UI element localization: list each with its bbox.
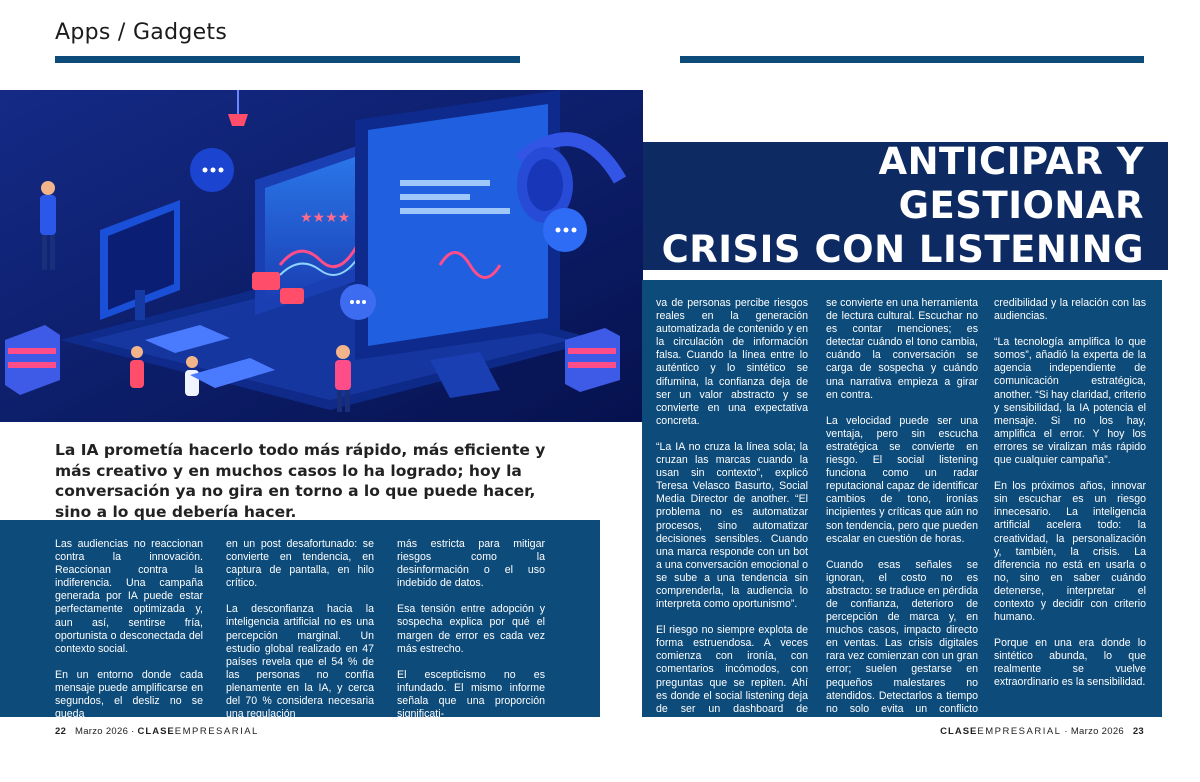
- paragraph: La desconfianza hacia la inteligencia artificial no es una percepción marginal. Un estudio global realizado en 47 países revela que el 54 % de las personas no confía plenamente en la IA, y cerca del 70 % considera necesaria una regulación: [226, 603, 374, 721]
- paragraph: se convierte en una herramienta de lectura cultural. Escuchar no es contar menciones; es detectar cuándo el tono cambia, cuándo la conversación se carga de sospecha y cuándo una narrativa empieza a girar en contra.: [826, 297, 978, 401]
- paragraph: más estricta para mitigar riesgos como la desinformación o el uso indebido de datos.: [397, 538, 545, 590]
- headline: [643, 140, 1144, 272]
- body-column-5: [826, 297, 978, 729]
- folio-right: [940, 726, 1144, 737]
- hero-illustration: [0, 90, 643, 422]
- paragraph: La velocidad puede ser una ventaja, pero sin escucha estratégica se convierte en riesgo. El social listening funciona como un radar reputacional capaz de identificar cambios de tono, ironías incipientes y críticas que aún no son tendencia, pero que pueden escalar en cuestión de horas.: [826, 414, 978, 545]
- folio-left: [55, 726, 259, 737]
- brand-bold: CLASE: [137, 726, 175, 737]
- section-label: Apps / Gadgets: [55, 20, 228, 45]
- paragraph: Porque en una era donde lo sintético abunda, lo que realmente se vuelve extraordinario es la sensibilidad.: [994, 637, 1146, 689]
- paragraph: En un entorno donde cada mensaje puede amplificarse en segundos, el desliz no se queda: [55, 668, 203, 721]
- brand-rest: EMPRESARIAL: [977, 726, 1062, 737]
- body-column-4: [656, 297, 808, 729]
- paragraph: va de personas percibe riesgos reales en la generación automatizada de contenido y en la circulación de información falsa. Cuando la línea entre lo auténtico y lo sintético se difumina, la confianza deja de ser un valor abstracto y se convierte en una expectativa concreta.: [656, 297, 808, 427]
- paragraph: credibilidad y la relación con las audiencias.: [994, 297, 1146, 323]
- header-rule-right: [680, 56, 1144, 63]
- body-column-2: [226, 538, 374, 721]
- paragraph: El escepticismo no es infundado. El mismo informe señala que una proporción significati-: [397, 668, 545, 721]
- paragraph: en un post desafortunado: se convierte en tendencia, en captura de pantalla, en hilo crítico.: [226, 538, 374, 590]
- body-column-3: [397, 538, 545, 721]
- svg-text:★★★★: ★★★★: [300, 210, 351, 226]
- headline-line1: ANTICIPAR Y GESTIONAR: [878, 140, 1144, 227]
- dek: La IA prometía hacerlo todo más rápido, más eficiente y más creativo y en muchos casos lo ha logrado; hoy la conversación ya no gira en torno a lo que puede hacer, sino a lo que debería hacer.: [55, 441, 546, 521]
- page-number-left: 22: [55, 726, 67, 737]
- paragraph: En los próximos años, innovar sin escuchar es un riesgo innecesario. La inteligencia artificial acelera todo: la creatividad, la personalización y, también, la crisis. La diferencia no está en usarla o no, sino en saber cuándo detenerse, interpretar el contexto y decidir con criterio humano.: [994, 480, 1146, 624]
- issue-date: Marzo 2026: [75, 726, 129, 737]
- issue-date: Marzo 2026: [1070, 726, 1124, 737]
- header-rule-left: [55, 56, 520, 63]
- brand-rest: EMPRESARIAL: [174, 726, 259, 737]
- page-number-right: 23: [1132, 726, 1144, 737]
- folio-separator: ·: [1064, 726, 1068, 737]
- headline-box: [643, 142, 1168, 270]
- paragraph: Las audiencias no reaccionan contra la innovación. Reaccionan contra la indiferencia. Una campaña generada por IA puede estar perfectamente optimizada y, aun así, sentirse fría, oportunista o desconectada del contexto social.: [55, 538, 203, 655]
- paragraph: Esa tensión entre adopción y sospecha explica por qué el margen de error es cada vez más estrecho.: [397, 603, 545, 655]
- paragraph: Cuando esas señales se ignoran, el costo no es abstracto: se traduce en pérdida de confianza, deterioro de percepción de marca y, en muchos casos, impacto directo en ventas. Las crisis digitales rara vez comienzan con un gran error; suelen gestarse en pequeños malestares no atendidos. Detectarlos a tiempo no solo evita un conflicto público, también preserva la: [826, 558, 978, 728]
- body-column-1: [55, 538, 203, 721]
- headline-line2: CRISIS CON LISTENING: [661, 228, 1144, 271]
- folio-separator: ·: [131, 726, 135, 737]
- paragraph: “La tecnología amplifica lo que somos”, añadió la experta de la agencia independiente de comunicación estratégica, another. “Si hay claridad, criterio y sensibilidad, la IA potencia el mensaje. Si no los hay, amplifica el error. Y hoy los errores se viralizan más rápido que cualquier campaña”.: [994, 336, 1146, 467]
- body-column-6: [994, 297, 1146, 690]
- brand-bold: CLASE: [940, 726, 978, 737]
- paragraph: “La IA no cruza la línea sola; la cruzan las marcas cuando la usan sin contexto”, explicó Teresa Velasco Basurto, Social Media Director de another. “El problema no es automatizar procesos, sino automatizar decisiones sensibles. Cuando una marca responde con un bot a una conversación emocional o se sube a una tendencia sin comprenderla, la audiencia lo interpreta como oportunismo”.: [656, 440, 808, 611]
- paragraph: El riesgo no siempre explota de forma estruendosa. A veces comienza con ironía, con comentarios incómodos, con preguntas que se repiten. Ahí es donde el social listening deja de ser un dashboard de métricas y: [656, 624, 808, 728]
